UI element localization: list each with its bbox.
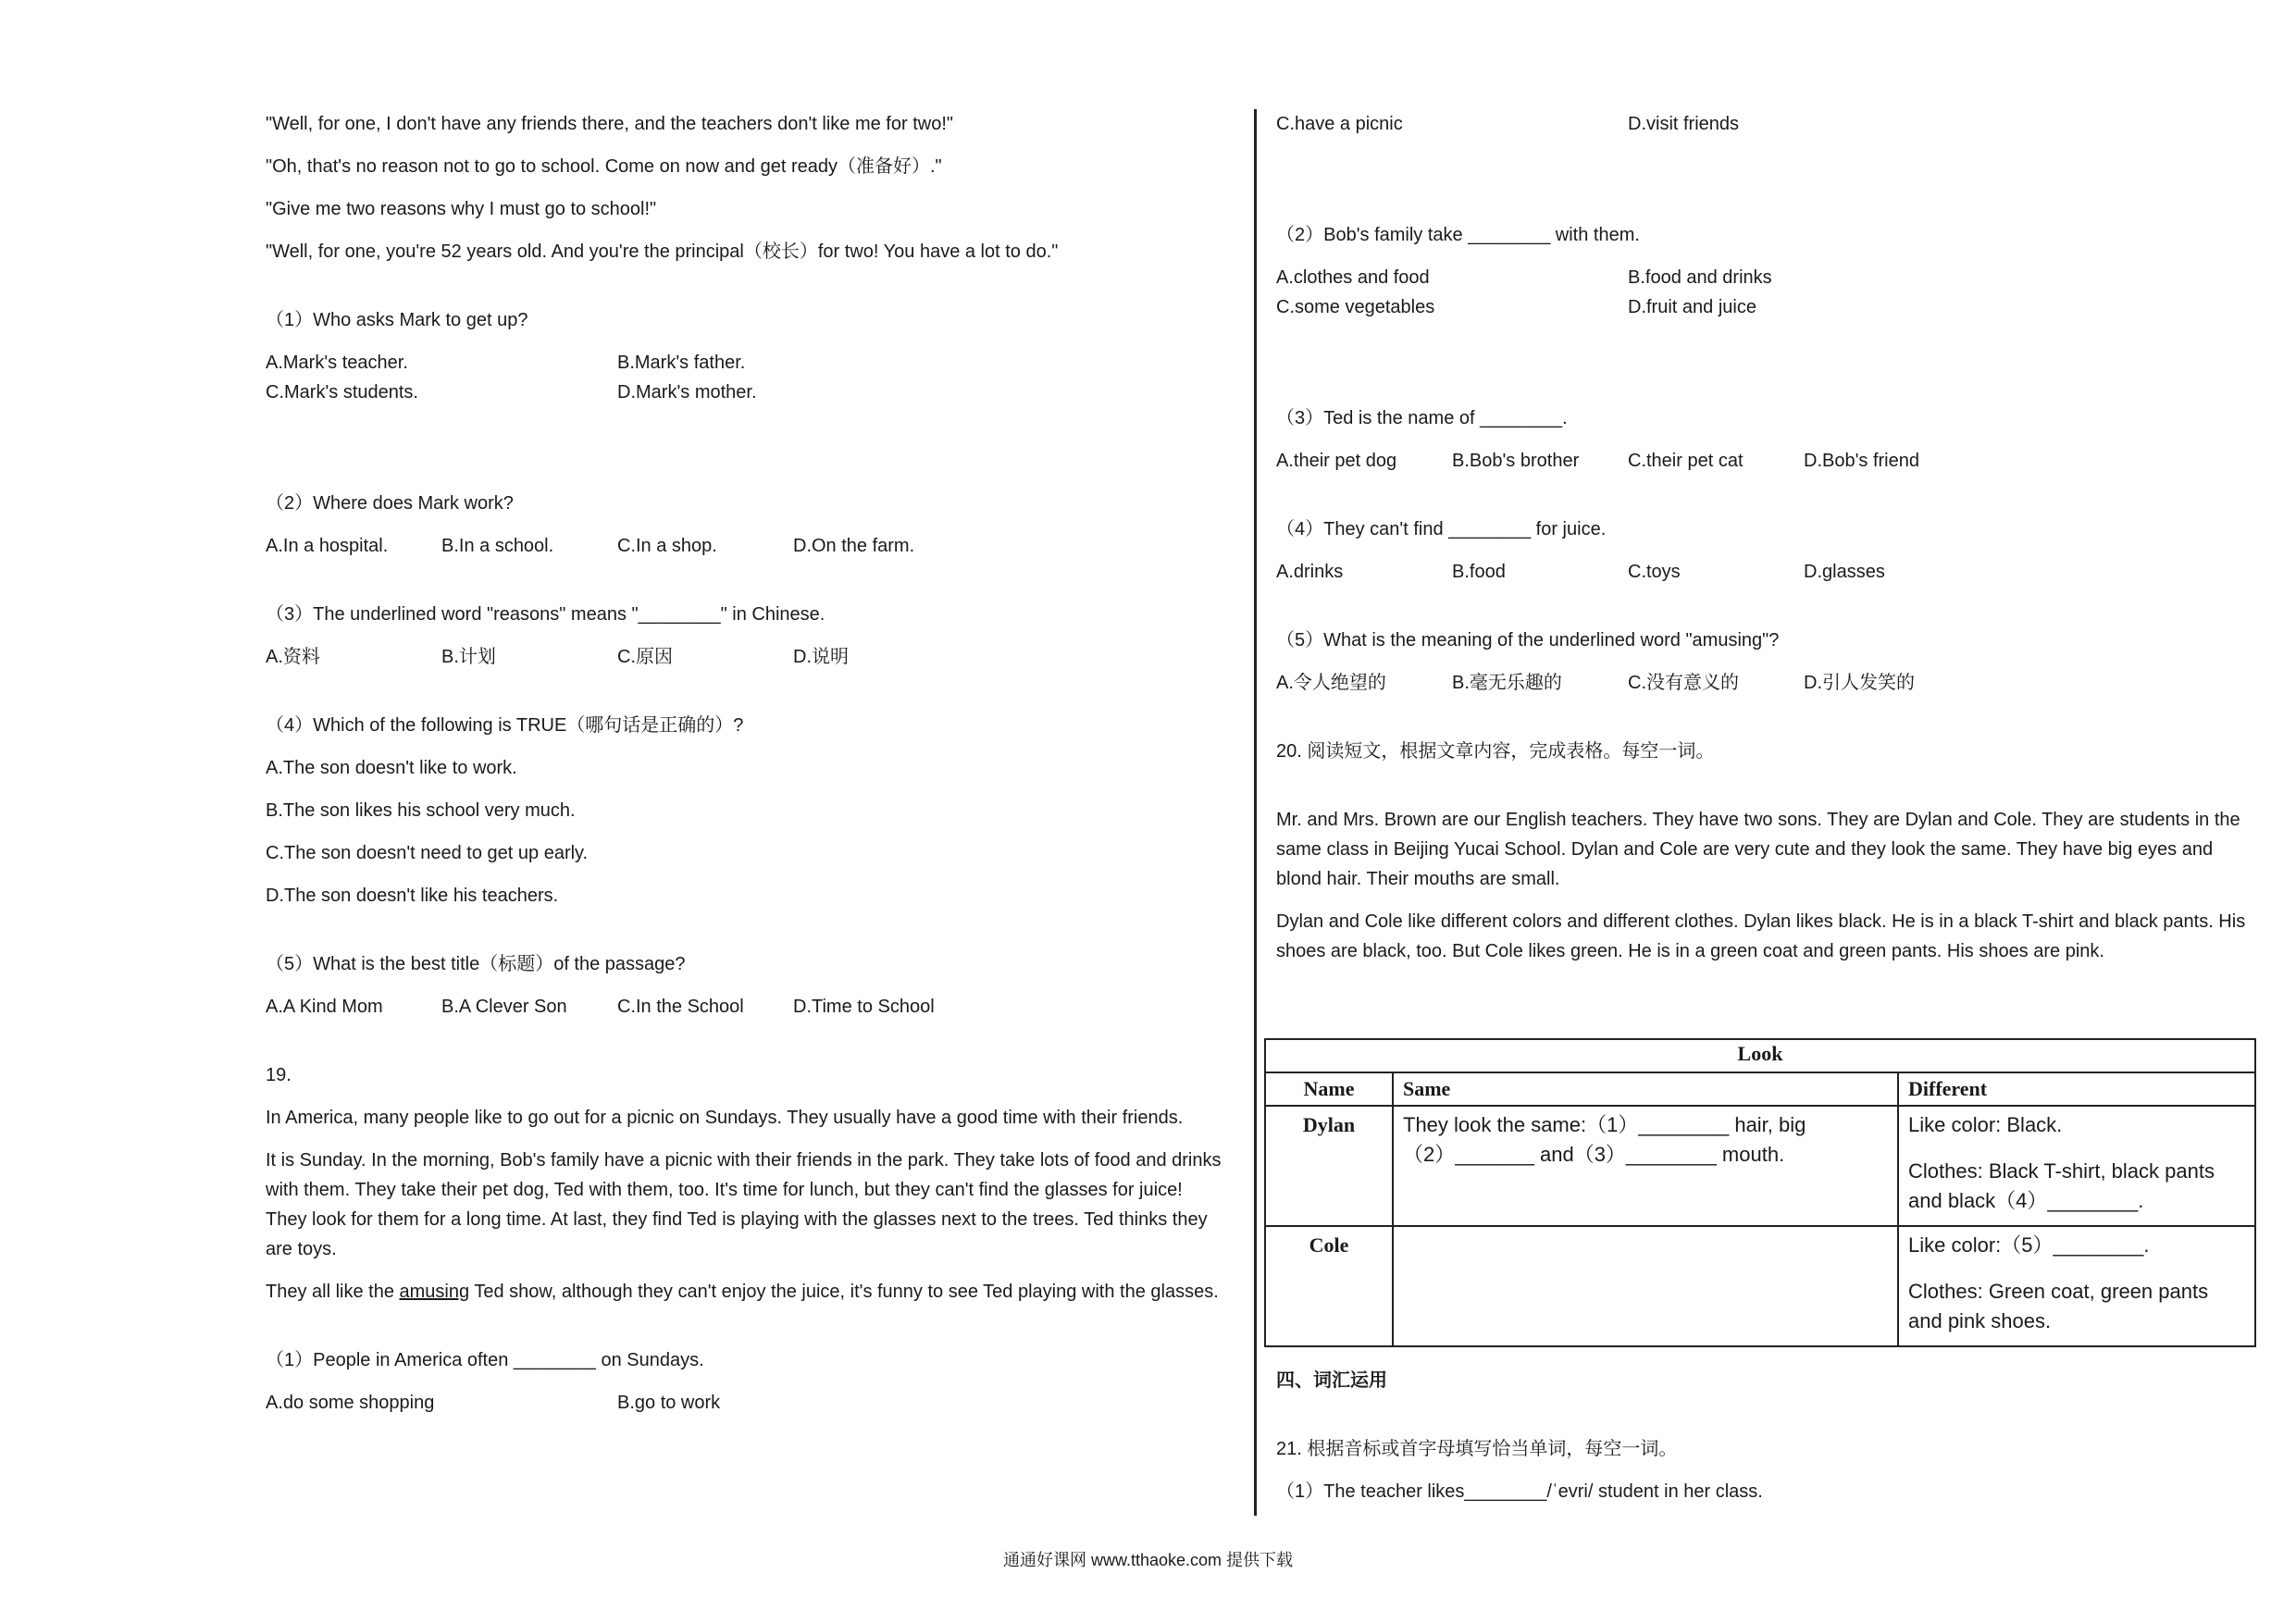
dialog-line: "Give me two reasons why I must go to school!" [266, 199, 657, 219]
option: D.Bob's friend [1804, 451, 1919, 471]
left-column [266, 109, 1228, 1418]
option: B.A Clever Son [441, 997, 567, 1017]
option: B.food and drinks [1628, 267, 1772, 288]
answer-options [1276, 109, 2253, 139]
option: C.原因 [617, 647, 673, 667]
same-cell [1393, 1106, 1898, 1226]
passage-paragraph [266, 1277, 1228, 1307]
option: D.The son doesn't like his teachers. [266, 886, 559, 906]
question-stem: （2）Bob's family take ________ with them. [1276, 225, 1640, 245]
option: A.资料 [266, 647, 320, 667]
passage-paragraph: Mr. and Mrs. Brown are our English teachers. They have two sons. They are Dylan and Cole. They are students in the same class in Beijing Yucai School. Dylan and Cole are very cute and they look the same. They have big eyes and blond hair. Their mouths are small. [1276, 810, 2240, 889]
option: C.没有意义的 [1628, 673, 1739, 693]
question-stem: （2）Where does Mark work? [266, 493, 514, 514]
underlined-word: amusing [399, 1282, 470, 1302]
option: C.have a picnic [1276, 114, 1403, 134]
question-stem: （1）People in America often ________ on Sundays. [266, 1350, 704, 1370]
answer-options [1276, 446, 2253, 476]
question-stem: （3）The underlined word "reasons" means "________" in Chinese. [266, 604, 825, 625]
option: D.On the farm. [793, 536, 915, 556]
same-line: （2）_______ and（3）________ mouth. [1403, 1143, 1785, 1166]
option: B.In a school. [441, 536, 554, 556]
option: A.drinks [1276, 562, 1344, 582]
option: A.The son doesn't like to work. [266, 758, 517, 778]
answer-options [1276, 668, 2253, 698]
name-dylan: Dylan [1265, 1106, 1393, 1226]
option: D.Time to School [793, 997, 935, 1017]
option: C.In a shop. [617, 536, 717, 556]
option: A.their pet dog [1276, 451, 1397, 471]
option: D.说明 [793, 647, 849, 667]
clothes: Clothes: Black T-shirt, black pants and black（4）________. [1908, 1159, 2215, 1212]
option: C.toys [1628, 562, 1681, 582]
answer-options [266, 642, 1228, 672]
look-table [1264, 1038, 2256, 1347]
right-column [1276, 109, 2253, 966]
table-title: Look [1265, 1039, 2255, 1072]
question-stem: （4）They can't find ________ for juice. [1276, 519, 1607, 539]
table-row [1265, 1226, 2255, 1346]
answer-options [266, 531, 1228, 561]
table-row [1265, 1106, 2255, 1226]
passage-paragraph: Dylan and Cole like different colors and different clothes. Dylan likes black. He is in a black T-shirt and black pants. His shoes are black, too. But Cole likes green. He is in a green coat and green pants. His shoes are pink. [1276, 911, 2246, 961]
option: D.引人发笑的 [1804, 673, 1915, 693]
clothes: Clothes: Green coat, green pants and pink shoes. [1908, 1280, 2209, 1332]
dialog-line: "Well, for one, you're 52 years old. And you're the principal（校长）for two! You have a lot to do." [266, 242, 1059, 262]
question-stem: （5）What is the meaning of the underlined word "amusing"? [1276, 630, 1780, 650]
question-stem: （1）Who asks Mark to get up? [266, 310, 528, 330]
option: B.The son likes his school very much. [266, 800, 576, 821]
answer-options [1276, 263, 2253, 322]
option: B.计划 [441, 647, 496, 667]
option: A.Mark's teacher. [266, 353, 408, 373]
question-stem: （1）The teacher likes________/ˈevri/ student in her class. [1276, 1481, 1763, 1502]
question-stem: （3）Ted is the name of ________. [1276, 408, 1568, 428]
option: A.In a hospital. [266, 536, 389, 556]
header-same: Same [1393, 1072, 1898, 1106]
same-line: They look the same:（1）________ hair, big [1403, 1113, 1806, 1136]
section-four [1276, 1366, 2253, 1506]
question-stem: （5）What is the best title（标题）of the passage? [266, 954, 686, 974]
passage-paragraph: It is Sunday. In the morning, Bob's family have a picnic with their friends in the park. They take lots of food and drinks with them. They take their pet dog, Ted with them, too. It's time for lunch, but they can't find the glasses for juice! They look for them for a long time. At last, they find Ted is playing with the glasses next to the trees. Ted thinks they are toys. [266, 1150, 1222, 1259]
like-color: Like color:（5）________. [1908, 1233, 2150, 1257]
question-instruction: 20. 阅读短文，根据文章内容，完成表格。每空一词。 [1276, 741, 1715, 762]
option: B.food [1452, 562, 1506, 582]
option: D.glasses [1804, 562, 1885, 582]
answer-options [266, 348, 1228, 407]
page-footer: 通通好课网 www.tthaoke.com 提供下载 [1002, 1551, 1294, 1569]
answer-options [266, 992, 1228, 1022]
like-color: Like color: Black. [1908, 1113, 2063, 1136]
text-segment: Ted show, although they can't enjoy the juice, it's funny to see Ted playing with the glasses. [469, 1282, 1219, 1302]
option: A.do some shopping [266, 1393, 435, 1413]
option: A.令人绝望的 [1276, 673, 1386, 693]
passage-paragraph: In America, many people like to go out for a picnic on Sundays. They usually have a good time with their friends. [266, 1108, 1184, 1128]
option: C.In the School [617, 997, 744, 1017]
option: D.Mark's mother. [617, 382, 757, 403]
header-name: Name [1265, 1072, 1393, 1106]
text-segment: They all like the [266, 1282, 400, 1302]
question-number: 19. [266, 1065, 292, 1085]
option: B.Bob's brother [1452, 451, 1580, 471]
section-heading: 四、词汇运用 [1276, 1370, 1387, 1391]
option: B.Mark's father. [617, 353, 746, 373]
question-instruction: 21. 根据音标或首字母填写恰当单词，每空一词。 [1276, 1439, 1678, 1459]
name-cole: Cole [1265, 1226, 1393, 1346]
same-cell-empty [1393, 1226, 1898, 1346]
option: D.fruit and juice [1628, 297, 1756, 317]
option: C.The son doesn't need to get up early. [266, 843, 589, 863]
option: A.clothes and food [1276, 267, 1430, 288]
different-cell [1898, 1106, 2255, 1226]
option: B.毫无乐趣的 [1452, 673, 1562, 693]
option: C.some vegetables [1276, 297, 1435, 317]
option: C.Mark's students. [266, 382, 418, 403]
option: B.go to work [617, 1393, 721, 1413]
question-stem: （4）Which of the following is TRUE（哪句话是正确的）? [266, 715, 744, 736]
column-divider [1254, 109, 1257, 1516]
different-cell [1898, 1226, 2255, 1346]
answer-options [1276, 557, 2253, 587]
header-different: Different [1898, 1072, 2255, 1106]
option: D.visit friends [1628, 114, 1740, 134]
dialog-line: "Well, for one, I don't have any friends there, and the teachers don't like me for two!" [266, 114, 953, 134]
dialog-line: "Oh, that's no reason not to go to school. Come on now and get ready（准备好）." [266, 156, 942, 177]
option: C.their pet cat [1628, 451, 1744, 471]
option: A.A Kind Mom [266, 997, 383, 1017]
answer-options [266, 1388, 1228, 1418]
